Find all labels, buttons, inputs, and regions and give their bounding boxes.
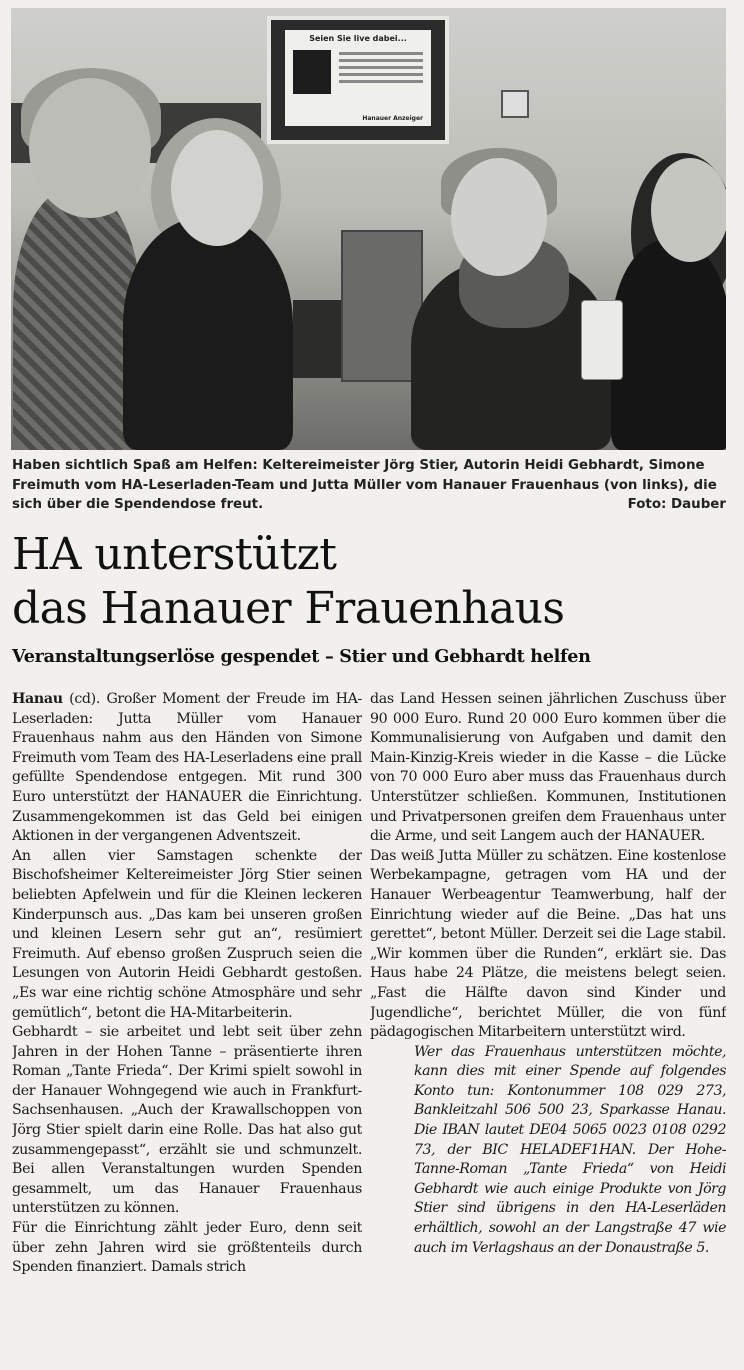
photo-donation-can	[581, 300, 623, 380]
article-paragraph	[12, 690, 362, 847]
photo-person-1-body	[13, 188, 141, 450]
photo-person-4-head	[651, 158, 726, 262]
photo-monitor	[267, 16, 449, 144]
headline-line-2: das Hanauer Frauenhaus	[12, 583, 565, 634]
photo-monitor-brand: Hanauer Anzeiger	[362, 115, 423, 122]
photo-monitor-display	[285, 30, 431, 126]
photo-person-2-head	[171, 130, 263, 246]
article-column-right	[370, 690, 726, 1362]
article-paragraph-text: (cd). Großer Moment der Freude im HA-Leserladen: Jutta Müller vom Hanauer Frauenhaus nahm aus den Händen von Simone Freimuth vom Team des HA-Leserladens eine prall gefüllte Spendendose entgegen. Mit rund 300 Euro unterstützt der HANAUER die Einrichtung. Zusammengekommen ist das Geld bei einigen Aktionen in der vergangenen Adventszeit.	[12, 691, 362, 845]
article-paragraph: Das weiß Jutta Müller zu schätzen. Eine kostenlose Werbekampagne, getragen vom HA und der Hanauer Werbeagentur Teamwerbung, half der Einrichtung wieder auf die Beine. „Das hat uns gerettet“, betont Müller. Derzeit sei die Lage stabil. „Wir kommen über die Runden“, erklärt sie. Das Haus habe 24 Plätze, die meistens belegt seien. „Fast die Hälfte davon sind Kinder und Jugendliche“, berichtet Müller, die von fünf pädagogischen Mitarbeitern unterstützt wird.	[370, 847, 726, 1041]
article-photo	[11, 8, 726, 450]
article-paragraph: An allen vier Samstagen schenkte der Bischofsheimer Keltereimeister Jörg Stier seinen beliebten Apfelwein und für die Kleinen leckeren Kinderpunsch aus. „Das kam bei unseren großen und kleinen Lesern sehr gut an“, resümiert Freimuth. Auf ebenso großen Zuspruch seien die Lesungen von Autorin Heidi Gebhardt gestoßen. „Es war eine richtig schöne Atmosphäre und sehr gemütlich“, betont die HA-Mitarbeiterin.	[12, 847, 362, 1021]
photo-monitor-headline: Seien Sie live dabei...	[309, 34, 407, 43]
photo-credit: Foto: Dauber	[627, 497, 726, 512]
photo-person-4-body	[611, 240, 726, 450]
photo-caption-text: Haben sichtlich Spaß am Helfen: Keltereimeister Jörg Stier, Autorin Heidi Gebhardt, Simone Freimuth vom HA-Leserladen-Team und Jutta Müller vom Hanauer Frauenhaus (von links), die sich über die Spendendose freut.	[12, 458, 717, 512]
photo-monitor-text-lines	[339, 52, 423, 87]
photo-caption	[12, 456, 726, 515]
photo-wall-sign	[501, 90, 529, 118]
article-headline	[12, 528, 732, 636]
donation-note: Wer das Frauenhaus unterstützen möchte, kann dies mit einer Spende auf folgendes Konto tun: Kontonummer 108 029 273, Bankleitzahl 506 500 23, Sparkasse Hanau. Die IBAN lautet DE04 5065 0023 0108 0292 73, der BIC HELADEF1HAN. Der Hohe-Tanne-Roman „Tante Frieda“ von Heidi Gebhardt wie auch einige Produkte von Jörg Stier sind übrigens in den HA-Leserläden erhältlich, sowohl an der Langstraße 47 wie auch im Verlagshaus an der Donaustraße 5.	[414, 1043, 726, 1256]
photo-person-1-head	[29, 78, 151, 218]
article-paragraph: Gebhardt – sie arbeitet und lebt seit über zehn Jahren in der Hohen Tanne – präsentierte ihren Roman „Tante Frieda“. Der Krimi spielt sowohl in der Hanauer Wohngegend wie auch in Frankfurt-Sachsenhausen. „Auch der Krawallschoppen von Jörg Stier spielt darin eine Rolle. Das hat also gut zusammengepasst“, erzählt sie und schmunzelt. Bei allen Veranstaltungen wurden Spenden gesammelt, um das Hanauer Frauenhaus unterstützen zu können.	[12, 1024, 362, 1217]
photo-person-2-body	[123, 218, 293, 450]
article-subhead: Veranstaltungserlöse gespendet – Stier und Gebhardt helfen	[12, 646, 591, 667]
article-paragraph: das Land Hessen seinen jährlichen Zuschuss über 90 000 Euro. Rund 20 000 Euro kommen über die Kommunalisierung von Aufgaben und damit den Main-Kinzig-Kreis wieder in die Kasse – die Lücke von 70 000 Euro aber muss das Frauenhaus durch Unterstützer schließen. Kommunen, Institutionen und Privatpersonen greifen dem Frauenhaus unter die Arme, und seit Langem auch der HANAUER.	[370, 691, 726, 845]
article-column-left	[12, 690, 362, 1362]
headline-line-1: HA unterstützt	[12, 529, 337, 580]
photo-monitor-poster	[293, 50, 331, 94]
article-paragraph: Für die Einrichtung zählt jeder Euro, denn seit über zehn Jahren wird sie größtenteils durch Spenden finanziert. Damals strich	[12, 1220, 362, 1276]
article-dateline: Hanau	[12, 691, 63, 707]
photo-person-3-head	[451, 158, 547, 276]
